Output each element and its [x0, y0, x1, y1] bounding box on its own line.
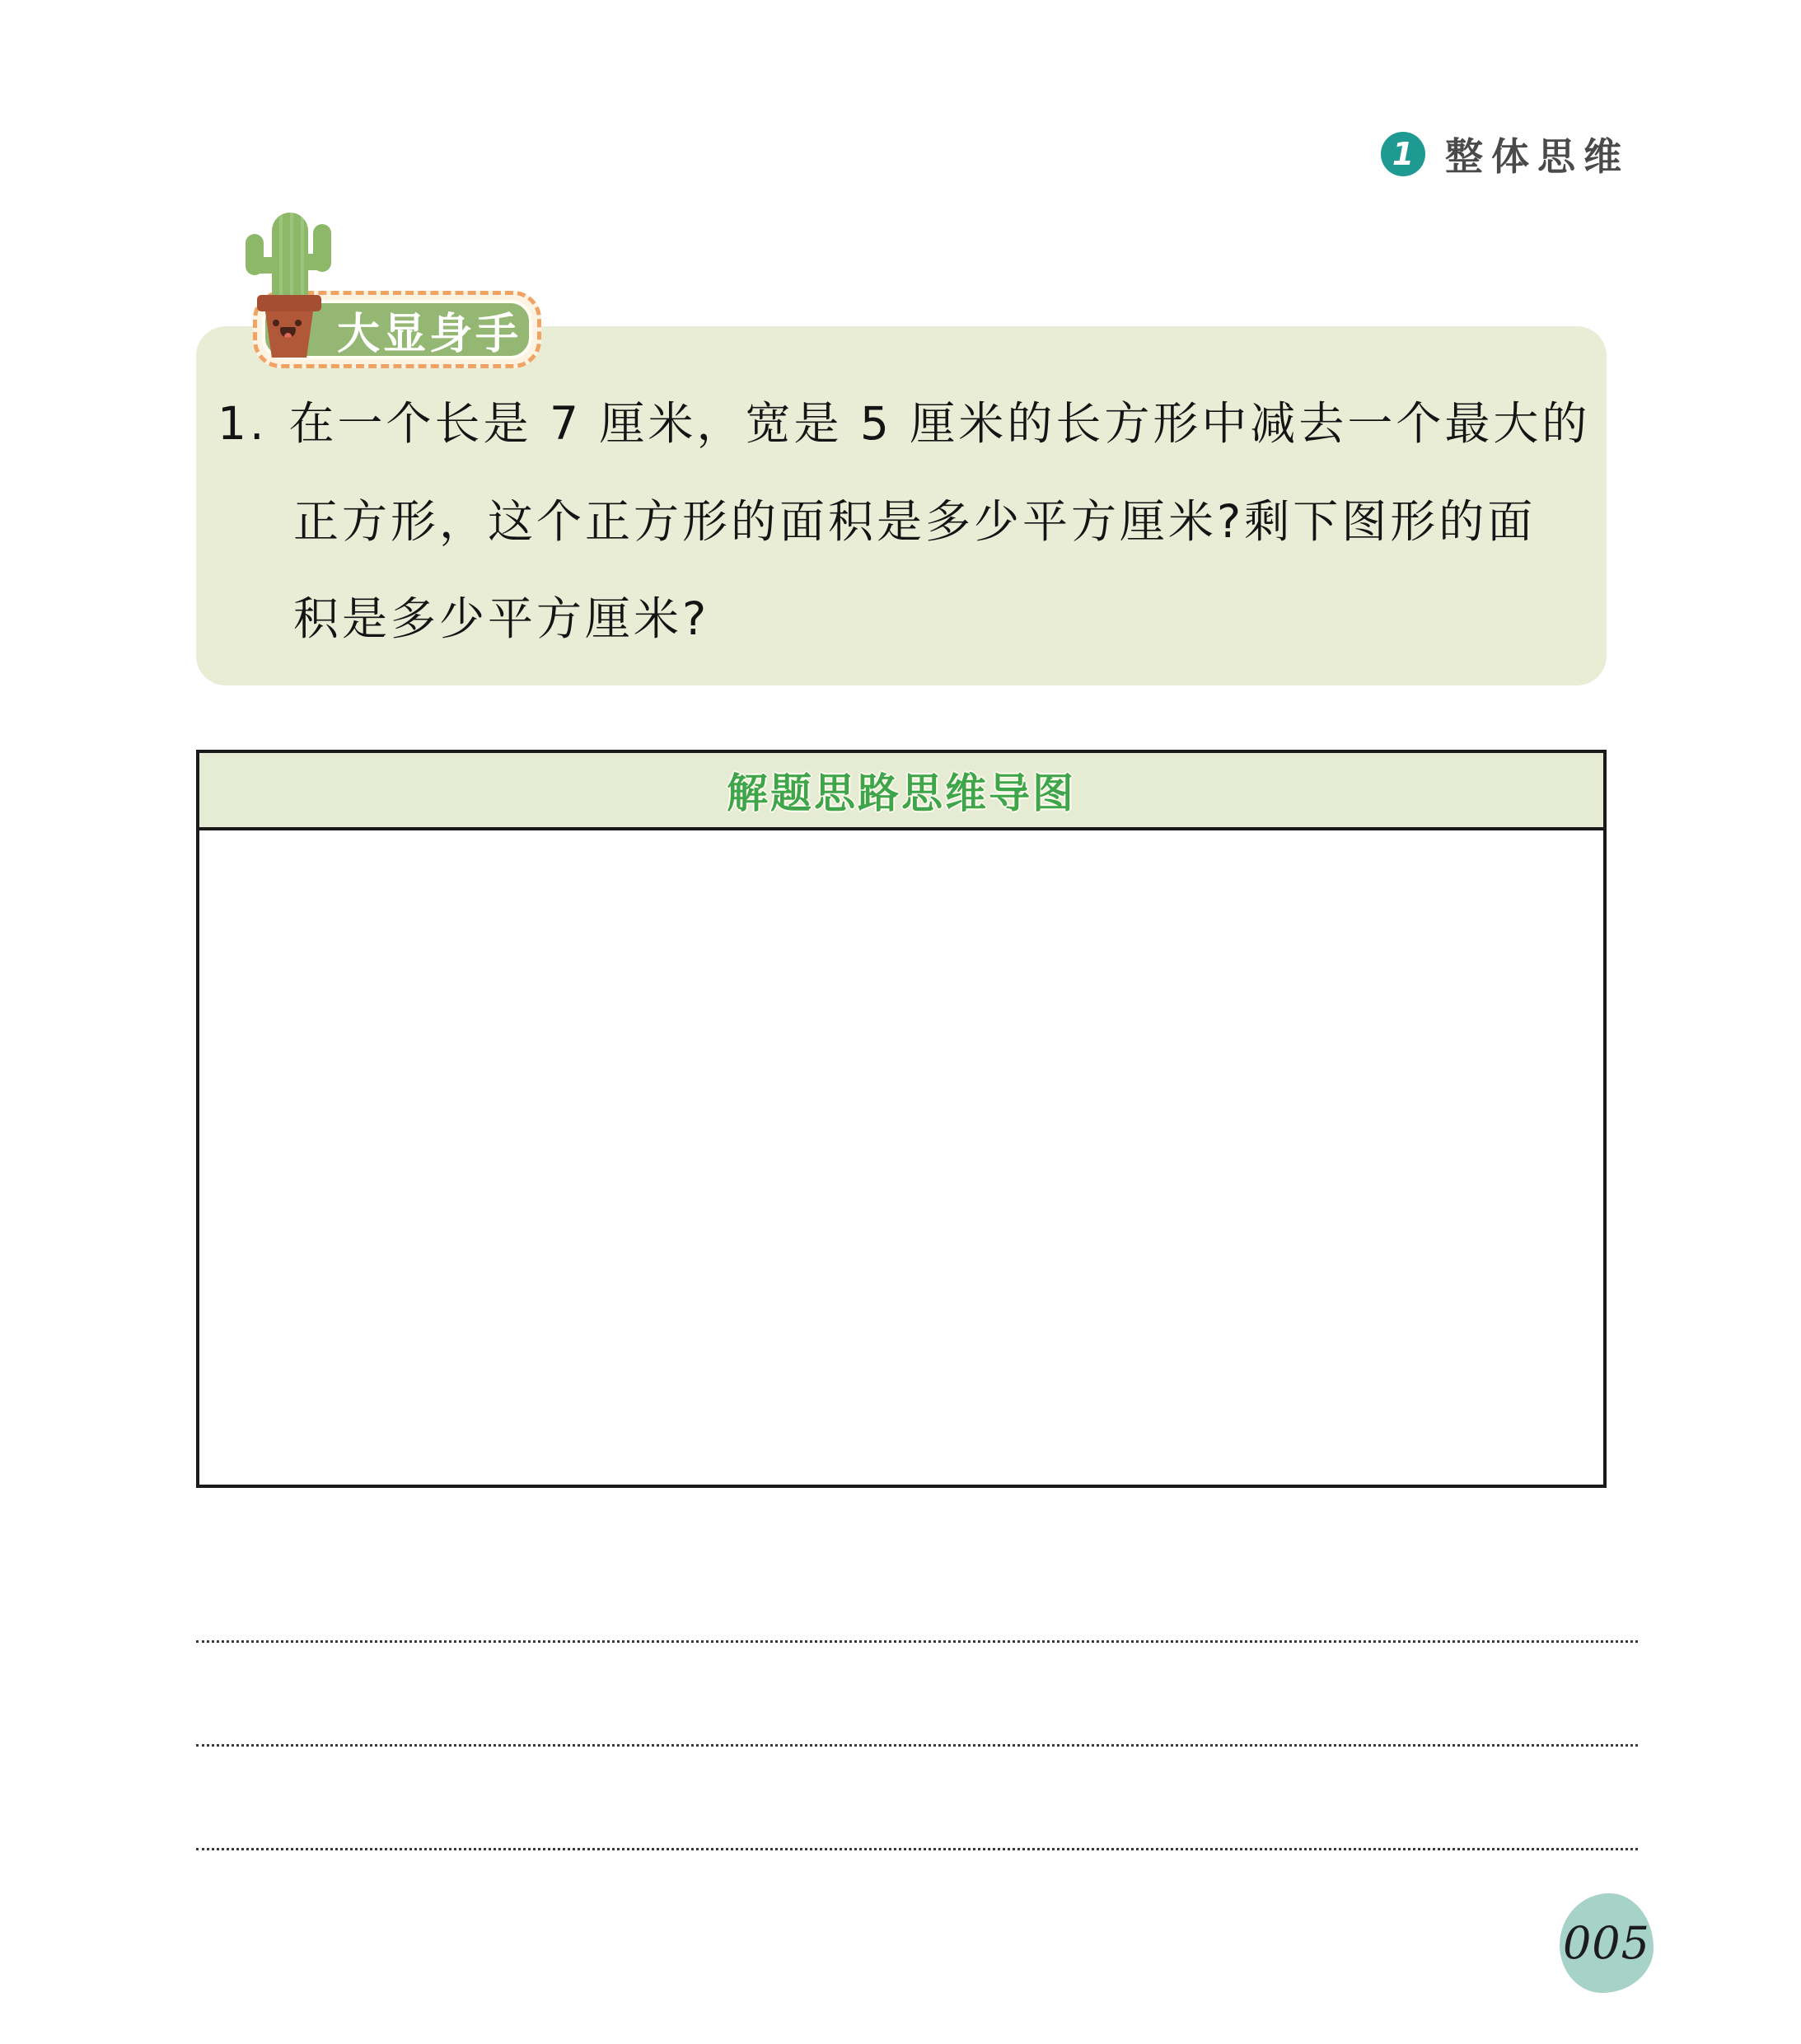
cactus-left-eye — [273, 320, 279, 326]
mindmap-box — [196, 750, 1607, 1488]
page-number: 005 — [1562, 1917, 1651, 1969]
cactus-pot-rim — [257, 295, 321, 311]
problem-text-line-1 — [218, 387, 1590, 452]
problem-text-line-2: 正方形，这个正方形的面积是多少平方厘米?剩下图形的面 — [293, 495, 1537, 548]
chapter-number-badge: 1 — [1381, 132, 1425, 176]
cactus-tongue — [284, 333, 292, 338]
section-badge-label: 大显身手 — [336, 309, 522, 359]
cactus-stem — [272, 213, 308, 305]
answer-line-1 — [196, 1640, 1638, 1643]
cactus-right-eye — [295, 320, 302, 326]
answer-line-3 — [196, 1848, 1638, 1850]
problem-number: 1. — [218, 397, 268, 450]
mindmap-header — [199, 753, 1603, 830]
mindmap-title: 解题思路思维导图 — [727, 769, 1076, 817]
problem-line-1-text: 在一个长是 7 厘米，宽是 5 厘米的长方形中减去一个最大的 — [288, 397, 1591, 450]
page-number-badge — [1560, 1893, 1654, 1993]
chapter-title: 整体思维 — [1445, 134, 1630, 179]
cactus-icon — [244, 213, 336, 359]
problem-text-line-3: 积是多少平方厘米? — [293, 592, 710, 645]
chapter-header — [1381, 130, 1630, 178]
mindmap-canvas — [199, 830, 1603, 1485]
answer-line-2 — [196, 1744, 1638, 1747]
